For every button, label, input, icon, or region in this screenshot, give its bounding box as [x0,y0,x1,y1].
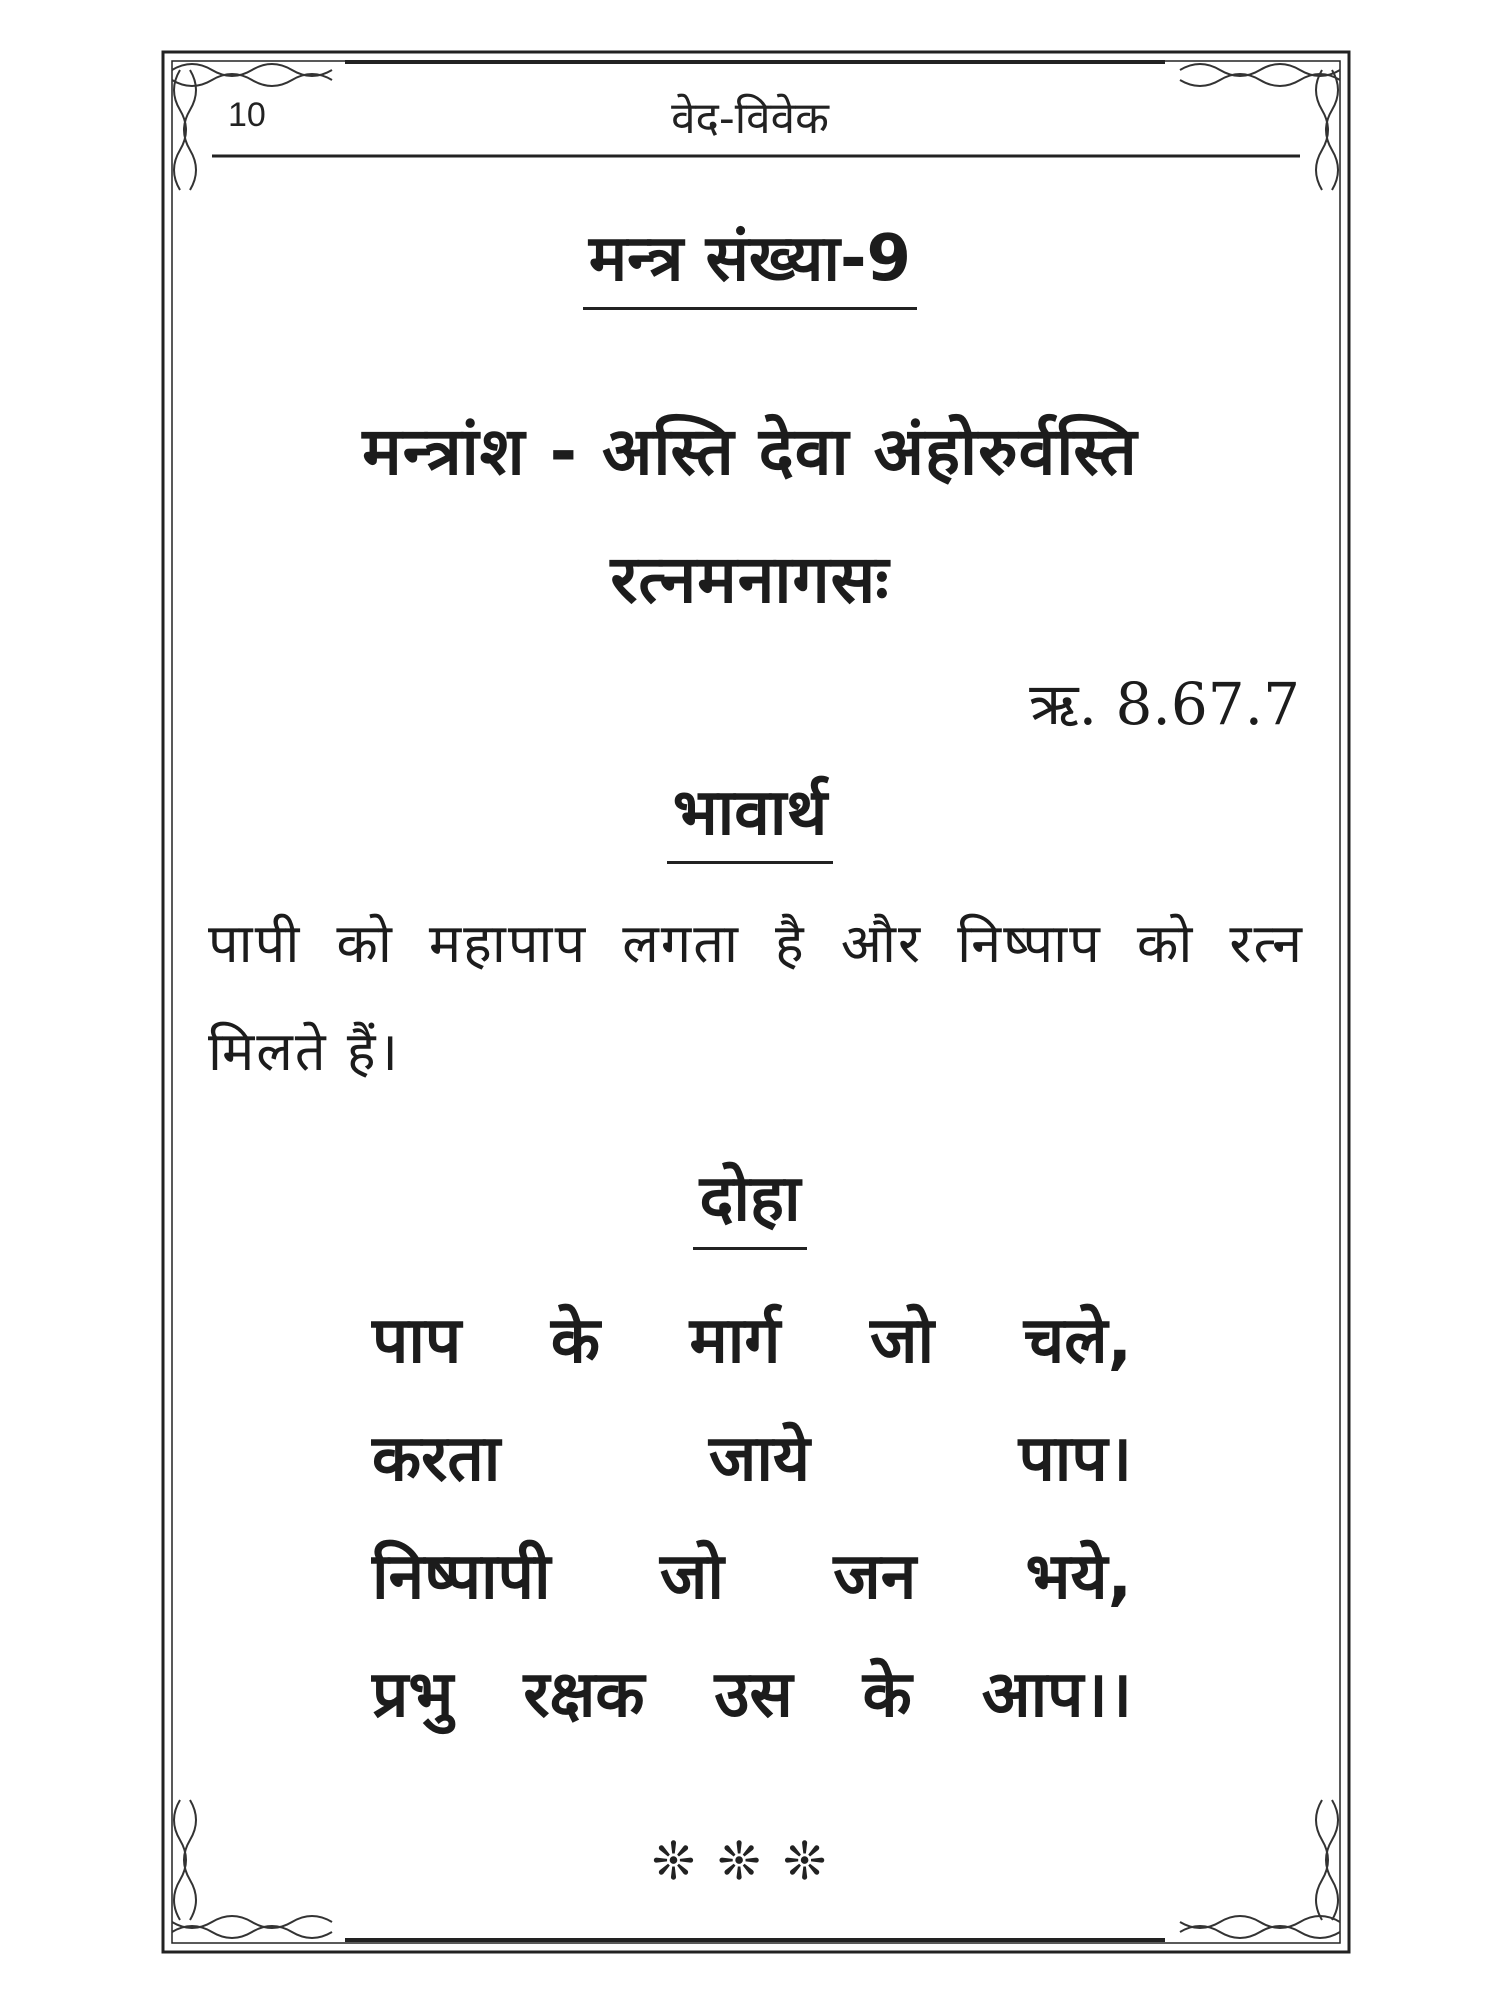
doha-heading [0,1152,1500,1250]
bhavarth-heading [0,766,1500,864]
footer-ornament-icon: ❊❊❊ [651,1832,849,1892]
doha-word: के [862,1657,912,1732]
doha-word: जो [869,1303,935,1378]
doha-word: भये, [1025,1539,1132,1614]
mantra-heading-text: मन्त्र संख्या-9 [583,212,917,310]
doha-word: जाये [708,1421,811,1496]
mantra-line-1: मन्त्रांश - अस्ति देवा अंहोरुर्वस्ति [362,413,1138,490]
doha-word: पाप [372,1303,462,1378]
doha-heading-text: दोहा [693,1152,806,1250]
doha-word: जो [659,1539,724,1614]
mantra-reference: ऋ. 8.67.7 [1029,670,1300,738]
mantra-heading [0,212,1500,310]
running-header-title: वेद-विवेक [671,93,829,144]
bhavarth-text: पापी को महापाप लगता है और निष्पाप को रत्न मिलते हैं। [208,912,1304,1083]
doha-word: प्रभु [372,1657,454,1732]
mantra-line-2: रत्नमनागसः [610,541,890,618]
doha-line [372,1514,1132,1632]
doha-word: करता [372,1421,501,1496]
doha-word: उस [714,1657,793,1732]
doha-word: निष्पापी [372,1539,551,1614]
doha-word: आप।। [981,1657,1132,1732]
doha-word: रक्षक [523,1657,645,1732]
doha-word: मार्ग [689,1303,781,1378]
page-number: 10 [228,96,266,134]
doha-word: के [550,1303,600,1378]
doha-word: पाप। [1018,1421,1132,1496]
doha-line [372,1396,1132,1514]
doha-verse [372,1278,1132,1750]
doha-word: चले, [1023,1303,1132,1378]
bhavarth-heading-text: भावार्थ [667,766,834,864]
doha-line [372,1278,1132,1396]
doha-line [372,1632,1132,1750]
doha-word: जन [833,1539,917,1614]
